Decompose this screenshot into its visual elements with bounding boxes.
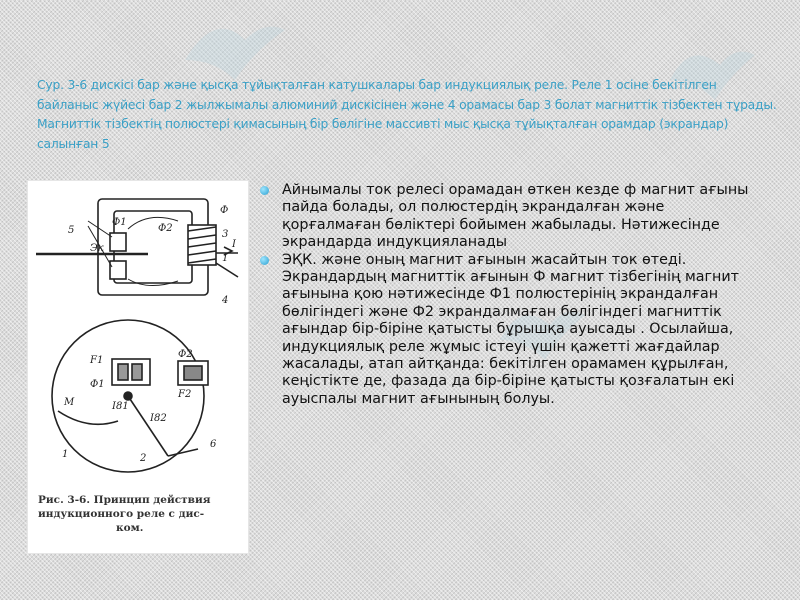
pole-bottom xyxy=(110,261,126,279)
label-1: 1 xyxy=(222,253,229,264)
figure-caption xyxy=(38,493,244,535)
label-phi2: Ф2 xyxy=(158,223,173,234)
figure-caption-line2: индукционного реле с дис- xyxy=(38,508,205,520)
label-b-2: 2 xyxy=(140,453,147,464)
label-b-f1: F1 xyxy=(90,355,104,366)
label-5: 5 xyxy=(68,225,75,236)
bullet-item xyxy=(258,182,758,252)
figure-panel xyxy=(27,180,249,554)
slide-title: Сур. 3-6 дискісі бар және қысқа тұйықталған катушкалары бар индукциялық реле. Реле 1 осіне бекітілген байланыс жүйесі бар 2 жылжымалы алюминий дискісінен және 4 орамасы бар 3 болат магниттік тізбектен тұрады. Магниттік тізбектің полюстері қимасының бір бөлігіне массивті мыс қысқа тұйықталған орамдар (экрандар) салынған 5 xyxy=(37,78,777,151)
bullet-text-1: Айнымалы ток релесі орамадан өткен кезде ф магнит ағыны пайда болады, ол полюстердің экрандалған және қорғалмаған бөліктері бойымен жабылады. Нәтижесінде экрандарда индукцияланады xyxy=(282,182,749,251)
bullet-icon xyxy=(260,186,269,195)
figure-caption-line3: ком. xyxy=(116,522,144,534)
bullet-text-2: ЭҚК. және оның магнит ағынын жасайтын ток өтеді. Экрандардың магниттік ағынын Ф магнит тізбегінің магнит ағынына қою нәтижесінде Ф1 полюстерінің экрандалған бөлігіндегі және Ф2 экрандалмаған бөлігіндегі магниттік ағындар бір-біріне қатысты бұрышқа ауысады . Осылайша, индукциялық реле жұмыс істеуі үшін қажетті жағдайлар жасалады, атап айтқанда: бекітілген орамамен құрылған, кеңістікте де, фазада да бір-біріне қатысты қозғалатын екі ауыспалы магнит ағынының болуы. xyxy=(282,251,739,407)
induction-relay-diagram xyxy=(28,181,248,491)
label-3: 3 xyxy=(222,229,229,240)
bullet-icon xyxy=(260,256,269,265)
pole-top xyxy=(110,233,126,251)
label-4: 4 xyxy=(222,295,229,306)
figure-caption-line1: Рис. 3-6. Принцип действия xyxy=(38,494,211,506)
label-b-phi2: Ф2 xyxy=(178,349,193,360)
bullet-item xyxy=(258,252,758,409)
label-phi1: Ф1 xyxy=(112,217,127,228)
label-i: I xyxy=(232,239,236,250)
label-phi: Ф xyxy=(220,205,229,216)
bullet-list xyxy=(258,182,758,408)
label-b-6: 6 xyxy=(210,439,217,450)
label-b-i81: I81 xyxy=(112,401,129,412)
label-b-1: 1 xyxy=(62,449,69,460)
label-b-f2: F2 xyxy=(178,389,192,400)
label-ek: Эк xyxy=(90,243,104,254)
label-b-m: M xyxy=(64,397,75,408)
label-b-i82: I82 xyxy=(150,413,167,424)
label-b-phi1: Ф1 xyxy=(90,379,105,390)
